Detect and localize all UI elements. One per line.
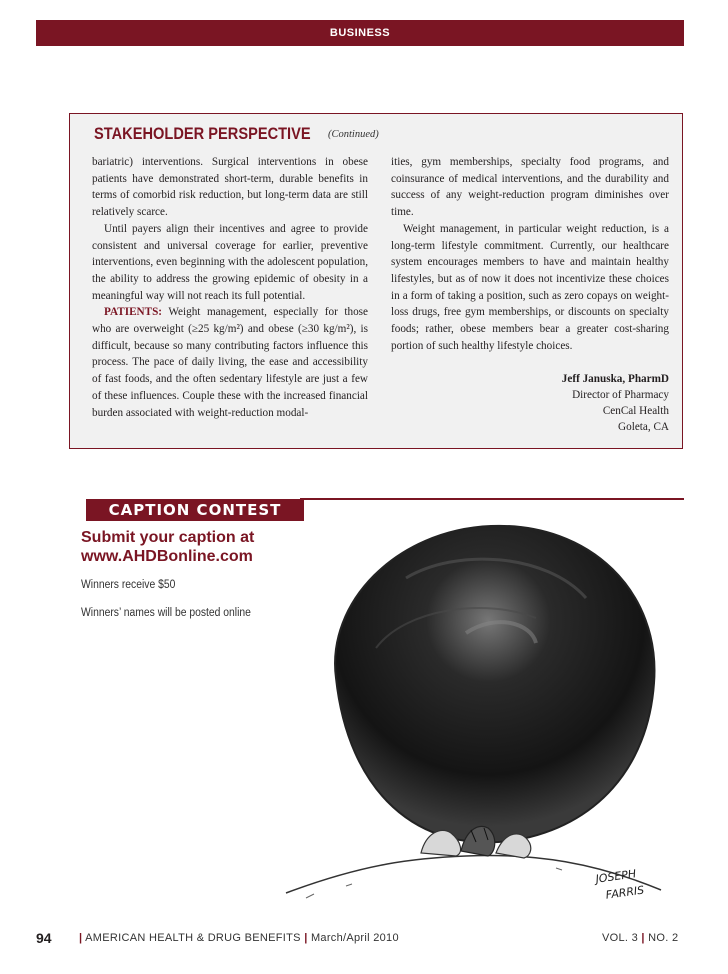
paragraph: ities, gym memberships, specialty food programs, and coinsurance of medical interventions, and the durability and success of any weight-reduction program diminishes over time. [391, 156, 669, 219]
signature-block [391, 371, 669, 435]
cartoon-illustration [256, 508, 686, 910]
footer-separator: | [304, 932, 308, 944]
author-title: Director of Pharmacy [572, 389, 669, 402]
publication-name: AMERICAN HEALTH & DRUG BENEFITS [85, 932, 301, 944]
section-banner [36, 20, 684, 46]
continued-note: (Continued) [328, 129, 379, 140]
submit-line: Submit your caption at [81, 529, 255, 546]
box-title: STAKEHOLDER PERSPECTIVE [94, 124, 311, 143]
author-name: Jeff Januska, PharmD [561, 373, 669, 386]
right-column [391, 154, 669, 435]
artist-name-2: FARRIS [604, 883, 645, 902]
issue-number: NO. 2 [648, 932, 679, 944]
artist-signature [593, 867, 645, 902]
paragraph: Weight management, in particular weight reduction, is a long-term lifestyle commitment. Currently, our healthcare system encourages members to have and maintain healthy lifestyles, but as of now it does not incentivize these choices in a form of taking a position, such as zero copays on weight-loss drugs, free gym memberships, or discounts on specialty foods; rather, obese members bear a greater cost-sharing portion of such healthy lifestyle choices. [391, 222, 669, 352]
author-location: Goleta, CA [618, 421, 669, 434]
winners-names-text: Winners’ names will be posted online [81, 607, 251, 619]
volume: VOL. 3 [602, 932, 639, 944]
left-column [92, 154, 368, 421]
section-label: BUSINESS [329, 27, 391, 39]
caption-contest-rule [300, 498, 684, 500]
winners-prize-text: Winners receive $50 [81, 579, 176, 591]
paragraph-lead: PATIENTS: [104, 306, 163, 319]
paragraph-text: Weight management, especially for those who are overweight (≥25 kg/m²) and obese (≥30 kg/m²), is difficult, because so many contributing factors influence this process. The pace of daily living, the ease and accessibility of fast foods, and the often sedentary lifestyle are just a few of these influences. Couple these with the increased financial burden associated with weight-reduction modal- [92, 306, 368, 419]
page-number: 94 [36, 930, 52, 946]
footer-volume [602, 932, 678, 944]
box-heading [94, 124, 379, 144]
submit-url: www.AHDBonline.com [81, 548, 253, 565]
author-org: CenCal Health [602, 405, 669, 418]
artist-name-1: JOSEPH [594, 867, 637, 886]
footer-publication [79, 932, 399, 944]
issue-date: March/April 2010 [310, 932, 399, 944]
caption-contest-label: CAPTION CONTEST [86, 499, 304, 521]
paragraph: bariatric) interventions. Surgical interventions in obese patients have demonstrated short-term, durable benefits in terms of comorbid risk reduction, but long-term data are still relatively scarce. [92, 156, 368, 219]
footer-separator: | [79, 932, 83, 944]
paragraph: Until payers align their incentives and agree to provide consistent and universal coverage for earlier, preventive interventions, even beginning with the adolescent population, the ability to address the growing epidemic of obesity in a meaningful way will not reach its full potential. [92, 222, 368, 302]
stakeholder-perspective-box [69, 113, 683, 449]
giant-ball [335, 526, 654, 843]
paragraph [92, 304, 368, 421]
footer-separator: | [641, 932, 645, 944]
